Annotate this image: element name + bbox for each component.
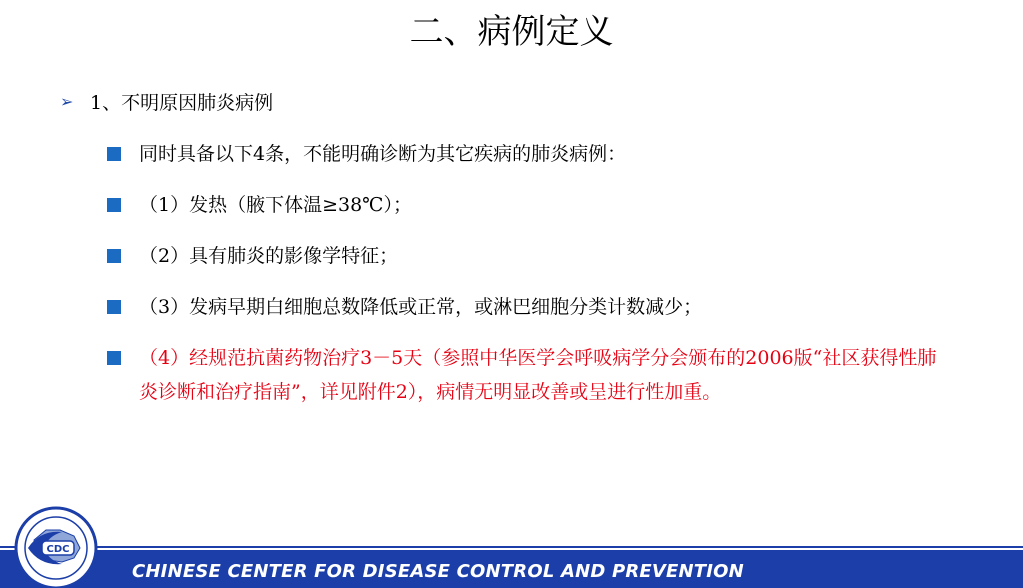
cdc-logo-icon — [4, 500, 112, 588]
square-bullet-icon — [107, 147, 121, 161]
logo-text: CDC — [46, 544, 70, 555]
slide-title: 二、病例定义 — [409, 12, 614, 52]
bullet-text: 同时具备以下4条，不能明确诊断为其它疾病的肺炎病例： — [139, 143, 627, 165]
bullet-text: （3）发病早期白细胞总数降低或正常，或淋巴细胞分类计数减少； — [139, 296, 703, 318]
square-bullet-icon — [107, 300, 121, 314]
arrow-bullet-icon: ➢ — [60, 91, 74, 111]
bullet-item — [107, 139, 626, 169]
footer-divider — [0, 546, 1023, 548]
bullet-text: （2）具有肺炎的影像学特征； — [139, 245, 399, 267]
square-bullet-icon — [107, 198, 121, 212]
bullet-item-highlight — [107, 343, 939, 409]
footer-text: CHINESE CENTER FOR DISEASE CONTROL AND PREVENTION — [132, 561, 744, 582]
bullet-text-highlight: （4）经规范抗菌药物治疗3－5天（参照中华医学会呼吸病学分会颁布的2006版“社区获得性肺炎诊断和治疗指南”，详见附件2），病情无明显改善或呈进行性加重。 — [139, 347, 937, 403]
bullet-item — [107, 190, 412, 220]
section-heading: 1、不明原因肺炎病例 — [90, 91, 274, 114]
square-bullet-icon — [107, 249, 121, 263]
section-heading-row — [60, 86, 273, 116]
bullet-text: （1）发热（腋下体温≥38℃）； — [139, 194, 412, 216]
square-bullet-icon — [107, 351, 121, 365]
bullet-item — [107, 292, 702, 322]
bullet-item — [107, 241, 398, 271]
